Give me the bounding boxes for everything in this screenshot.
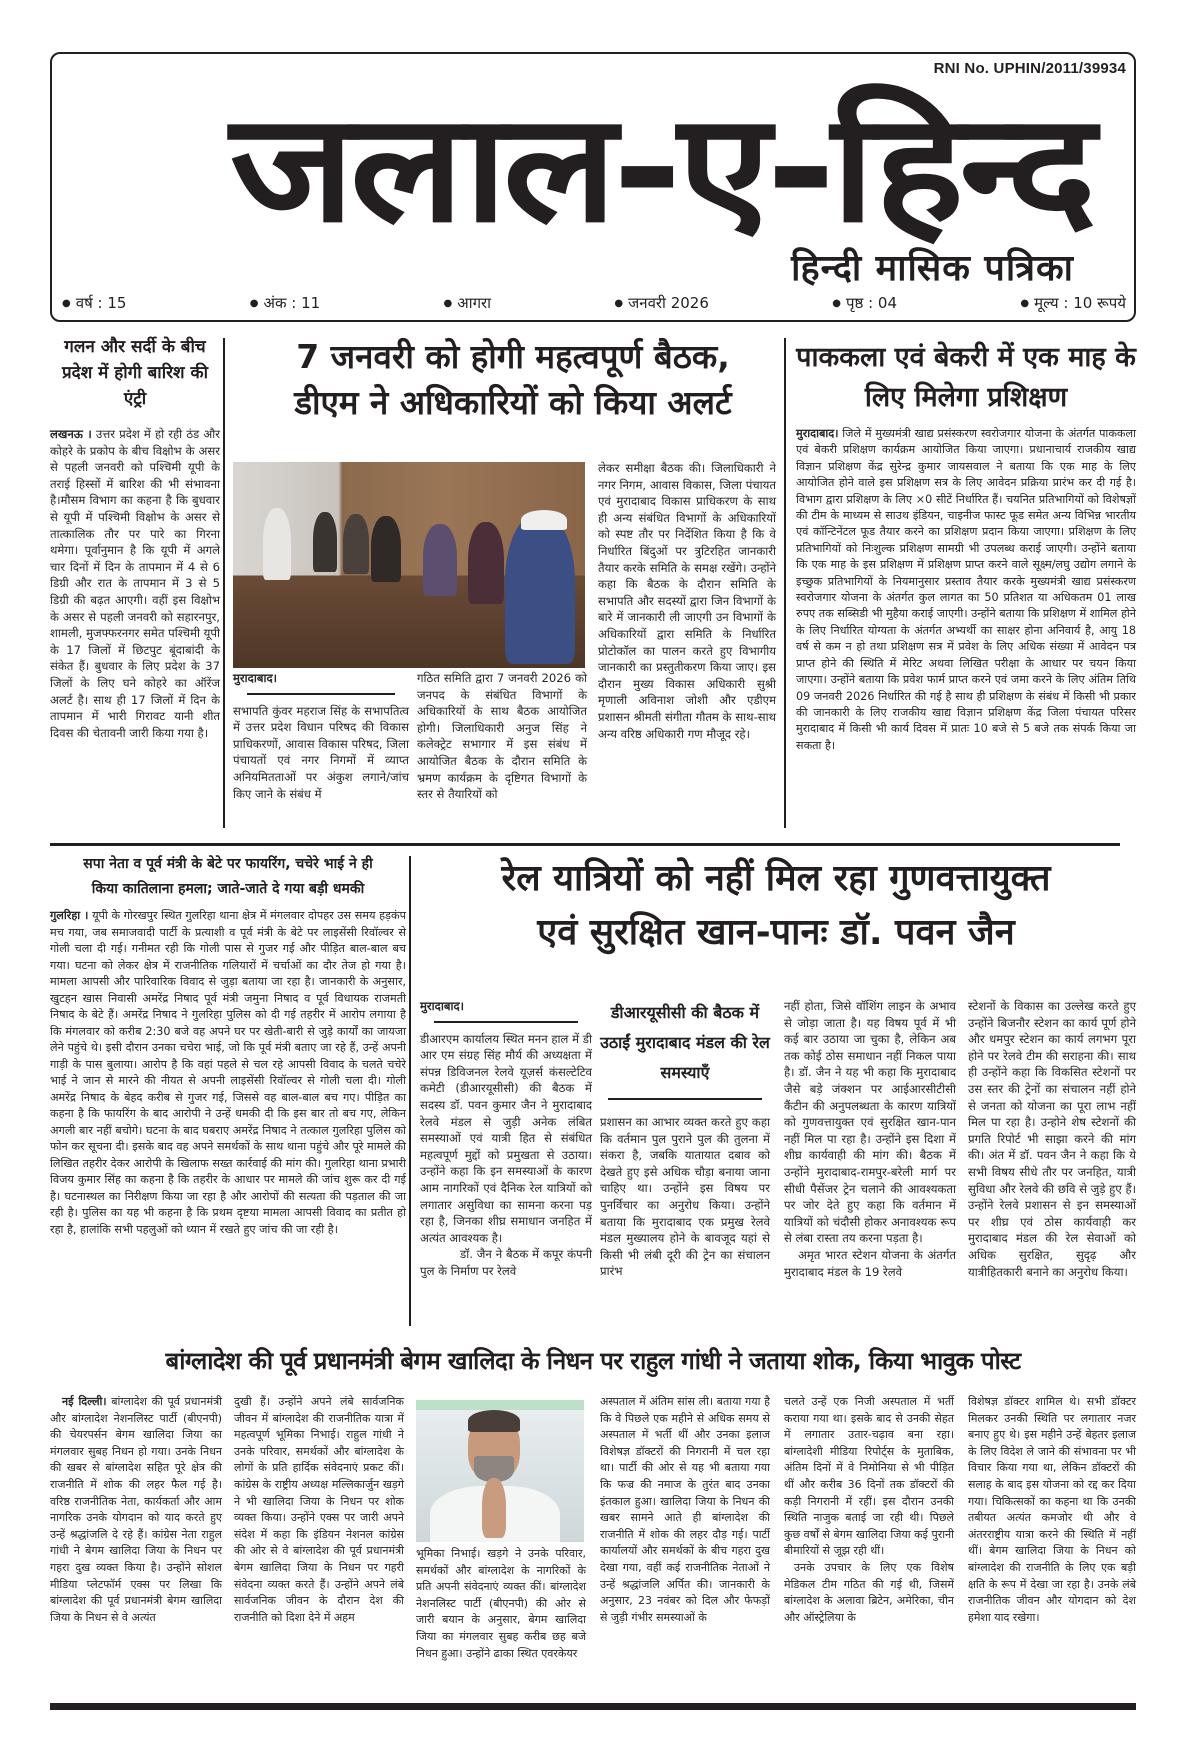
- article-bakery: [796, 338, 1136, 754]
- dm-meeting-col2: गठित समिति द्वारा 7 जनवरी 2026 को जनपद के संबंधित विभागों के अधिकारियों के साथ बैठक आयोजित होगी। जिलाधिकारी अनुज सिंह ने कलेक्ट्रेट सभागार में इस संबंध में आयोजित बैठक के दौरान समिति के भ्रमण कार्यक्रम के दृष्टिगत विभागों के स्तर से तैयारियों को: [417, 671, 587, 802]
- weather-headline: गलन और सर्दी के बीच प्रदेश में होगी बारिश की एंट्री: [62, 337, 208, 409]
- meta-date: ● जनवरी 2026: [614, 293, 709, 313]
- firing-body: गुलरिहा । यूपी के गोरखपुर स्थित गुलरिहा थाना क्षेत्र में मंगलवार दोपहर उस समय हड़कंप मच गया, जब समाजवादी पार्टी के प्रत्याशी व पूर्व मंत्री के बेटे पर लाइसेंसी रिवॉल्वर से गोली चला दी गई। गनीमत रही कि गोली पास से गुजर गई और पीड़ित बाल-बाल बच गया। घटना को लेकर क्षेत्र में राजनीतिक गलियारों में चर्चाओं का दौर तेज हो गया है। मामला आपसी और पारिवारिक विवाद से जुड़ा बताया जा रहा है। जानकारी के अनुसार, खुटहन खास निवासी अमरेंद्र निषाद पूर्व मंत्री जमुना निषाद व पूर्व विधायक राजमती निषाद के बेटे हैं। अमरेंद्र निषाद ने गुलरिहा पुलिस को दी गई तहरीर में आरोप लगाया है कि मंगलवार को करीब 2:30 बजे वह अपने घर पर खेती-बारी से जुड़े कार्यों का जायजा लेने पहुंचे थे। इसी दौरान उनका चचेरा भाई, जो कि पूर्व मंत्री बताए जा रहे हैं, उन्हें अपनी गाड़ी के पास बुलाया। आरोप है कि वहां पहले से चल रहे आपसी विवाद के चलते चचेरे भाई ने जान से मारने की नीयत से अपनी लाइसेंसी रिवॉल्वर से गोली चला दी। गोली अमरेंद्र निषाद के बेहद करीब से गुजर गई, जिससे वह बाल-बाल बच गए। पीड़ित का कहना है कि फायरिंग के बाद आरोपी ने उन्हें धमकी दी कि इस बार तो बच गए, लेकिन अगली बार नहीं बचोगे। घटना के बाद घबराए अमरेंद्र निषाद ने तत्काल गुलरिहा पुलिस को फोन कर सूचना दी। इसके बाद वह अपने समर्थकों के साथ थाना पहुंचे और पूरे मामले की लिखित तहरीर देकर आरोपी के खिलाफ सख्त कार्रवाई की मांग की। गुलरिहा थाना प्रभारी विजय कुमार सिंह का कहना है कि तहरीर के आधार पर मामले की जांच शुरू कर दी गई है। घटनास्थल का निरीक्षण किया जा रहा है और आरोपों की सत्यता की पड़ताल की जा रही है। पुलिस का यह भी कहना है कि प्रथम दृष्टया मामला आपसी विवाद का प्रतीत हो रहा है, हालांकि सभी पहलुओं को ध्यान में रखते हुए जांच की जा रही है।: [50, 909, 406, 1236]
- masthead: [50, 52, 1136, 322]
- rail-subhead-box: डीआरयूसीसी की बैठक में उठाईं मुरादाबाद मंडल की रेल समस्याएँ प्रशासन का आभार व्यक्त करते हुए कहा कि वर्तमान पुल पुराने पुल की तुलना में संकरा है, जबकि यातायात दबाव को देखते हुए इसे अधिक चौड़ा बनाया जाना चाहिए था। उन्होंने इस विषय पर पुनर्विचार का अनुरोध किया। उन्होंने बताया कि मुरादाबाद एक प्रमुख रेलवे मंडल मुख्यालय होने के बावजूद यहां से किसी भी लंबी दूरी की ट्रेन का संचालन प्रारंभ: [600, 998, 770, 1280]
- page-bottom-bar: [50, 1703, 1136, 1710]
- subhead-rule: [608, 1098, 762, 1100]
- dm-meeting-headline: 7 जनवरी को होगी महत्वपूर्ण बैठक, डीएम ने अधिकारियों को किया अलर्ट: [294, 337, 732, 422]
- khaleda-body-1: नई दिल्ली। बांग्लादेश की पूर्व प्रधानमंत्री और बांग्लादेश नेशनलिस्ट पार्टी (बीएनपी) की चेयरपर्सन बेगम खालिदा जिया का मंगलवार सुबह निधन हो गया। उनके निधन की खबर से बांग्लादेश सहित पूरे क्षेत्र की राजनीति में शोक की लहर फैल गई है। वरिष्ठ राजनीतिक नेता, कार्यकर्ता और आम नागरिक उनके योगदान को याद करते हुए उन्हें श्रद्धांजलि दे रहे हैं। कांग्रेस नेता राहुल गांधी ने बेगम खालिदा जिया के निधन पर गहरा दुख व्यक्त किया है। उन्होंने सोशल मीडिया प्लेटफॉर्म एक्स पर लिखा कि बांग्लादेश की पूर्व प्रधानमंत्री बेगम खालिदा जिया के निधन से वे अत्यंत: [50, 1395, 222, 1624]
- khaleda-col5: चलते उन्हें एक निजी अस्पताल में भर्ती कराया गया था। इसके बाद से उनकी सेहत में लगातार उतार-चढ़ाव बना रहा। बांग्लादेशी मीडिया रिपोर्ट्स के मुताबिक, अंतिम दिनों में वे निमोनिया से भी पीड़ित थीं और करीब 36 दिनों तक डॉक्टरों की कड़ी निगरानी में रहीं। इस दौरान उनकी स्थिति नाजुक बताई जा रही थी। पिछले कुछ वर्षों से बेगम खालिदा जिया कई पुरानी बीमारियों से जूझ रही थीं। उनके उपचार के लिए एक विशेष मेडिकल टीम गठित की गई थी, जिसमें बांग्लादेश के अलावा ब्रिटेन, अमेरिका, चीन और ऑस्ट्रेलिया के: [784, 1395, 954, 1624]
- khaleda-col1: [50, 1394, 222, 1626]
- meta-page: ● पृष्ठ : 04: [832, 293, 897, 313]
- newspaper-subtitle: हिन्दी मासिक पत्रिका: [791, 248, 1074, 289]
- newspaper-title: जलाल-ए-हिन्द: [229, 82, 1092, 256]
- rail-subhead: डीआरयूसीसी की बैठक में उठाईं मुरादाबाद मंडल की रेल समस्याएँ: [600, 1003, 770, 1082]
- bakery-dateline: मुरादाबाद।: [796, 427, 839, 440]
- firing-headline: सपा नेता व पूर्व मंत्री के बेटे पर फायरिंग, चचेरे भाई ने ही किया कातिलाना हमला; जाते-जाते दे गया बड़ी धमकी: [83, 856, 373, 897]
- dateline-rule: [247, 693, 395, 695]
- column-divider: [784, 338, 786, 828]
- khaleda-col3: भूमिका निभाई। खड़गे ने उनके परिवार, समर्थकों और बांग्लादेश के नागरिकों के प्रति अपनी संवेदनाएं व्यक्त कीं। बांग्लादेश नेशनलिस्ट पार्टी (बीएनपी) की ओर से जारी बयान के अनुसार, बेगम खालिदा जिया का मंगलवार सुबह करीब छह बजे निधन हुआ। उन्होंने ढाका स्थित एवरकेयर: [416, 1547, 586, 1660]
- khaleda-col6: विशेषज्ञ डॉक्टर शामिल थे। सभी डॉक्टर मिलकर उनकी स्थिति पर लगातार नजर बनाए हुए थे। इस महीने उन्हें बेहतर इलाज के लिए विदेश ले जाने की संभावना पर भी विचार किया गया था, लेकिन डॉक्टरों की सलाह के बाद इस योजना को रद्द कर दिया गया। चिकित्सकों का कहना था कि उनकी तबीयत अत्यंत कमजोर थी और वे अंतरराष्ट्रीय यात्रा करने की स्थिति में नहीं थीं। बेगम खालिदा जिया के निधन को बांग्लादेश की राजनीति के लिए एक बड़ी क्षति के रूप में देखा जा रहा है। उनके लंबे राजनीतिक जीवन और योगदान को देश हमेशा याद रखेगा।: [968, 1395, 1136, 1624]
- meta-city: ● आगरा: [444, 293, 492, 313]
- bakery-headline: पाककला एवं बेकरी में एक माह के लिए मिलेगा प्रशिक्षण: [796, 342, 1136, 413]
- khaleda-headline: बांग्लादेश की पूर्व प्रधानमंत्री बेगम खालिदा के निधन पर राहुल गांधी ने जताया शोक, किया भावुक पोस्ट: [165, 1347, 1021, 1375]
- column-divider: [409, 856, 411, 1326]
- khaleda-col2: दुखी हैं। उन्होंने अपने लंबे सार्वजनिक जीवन में बांग्लादेश की राजनीतिक यात्रा में महत्वपूर्ण भूमिका निभाई। राहुल गांधी ने उनके परिवार, समर्थकों और बांग्लादेश के लोगों के प्रति हार्दिक संवेदनाएं प्रकट कीं। कांग्रेस के राष्ट्रीय अध्यक्ष मल्लिकार्जुन खड़गे ने भी खालिदा जिया के निधन पर शोक व्यक्त किया। उन्होंने एक्स पर जारी अपने संदेश में कहा कि इंडियन नेशनल कांग्रेस की ओर से वे बांग्लादेश की पूर्व प्रधानमंत्री बेगम खालिदा जिया के निधन पर गहरी संवेदना व्यक्त करते हैं। उन्होंने अपने लंबे सार्वजनिक जीवन के दौरान देश की राजनीति को दिशा देने में अहम: [234, 1395, 404, 1624]
- bakery-body: मुरादाबाद। जिले में मुख्यमंत्री खाद्य प्रसंस्करण स्वरोजगार योजना के अंतर्गत पाककला एवं बेकरी प्रशिक्षण कार्यक्रम आयोजित किया जाएगा। प्रधानाचार्य राजकीय खाद्य विज्ञान प्रशिक्षण केंद्र सुरेन्द्र कुमार जायसवाल ने बताया कि एक माह के लिए आयोजित होने वाले इस प्रशिक्षण सत्र के लिए आवेदन प्रक्रिया प्रारंभ कर दी गई है। विभाग द्वारा प्रशिक्षण के लिए ×0 सीटें निर्धारित हैं। चयनित प्रतिभागियों को विशेषज्ञों की टीम के माध्यम से साउथ इंडियन, चाइनीज फास्ट फूड समेत अन्य विभिन्न भारतीय एवं कॉन्टिनेंटल फूड तैयार करने का प्रशिक्षण प्रदान किया जाएगा। प्रशिक्षण के लिए प्रतिभागियों को निःशुल्क प्रशिक्षण सामग्री भी उपलब्ध कराई जाएगी। उन्होंने बताया कि एक माह के इस प्रशिक्षण में प्रशिक्षण प्राप्त करने वाले सूक्ष्म/लघु उद्योग लगाने के इच्छुक प्रतिभागियों के नियमानुसार प्रस्ताव तैयार करके मुख्यमंत्री खाद्य प्रसंस्करण स्वरोजगार योजना के अंतर्गत कुल लागत का 50 प्रतिशत या अधिकतम 01 लाख रुपए तक सब्सिडी भी मुहैया कराई जाएगी। उन्होंने बताया कि प्रशिक्षण में शामिल होने के लिए निर्धारित योग्यता के अंतर्गत अभ्यर्थी का साक्षर होना अनिवार्य है, आयु 18 वर्ष से कम न हो तथा प्रशिक्षण सत्र में प्रवेश के लिए अधिक संख्या में आवेदन पत्र प्राप्त होने की स्थिति में मेरिट अथवा लिखित परीक्षा के आधार पर चयन किया जाएगा। उन्होंने बताया कि प्रवेश फार्म प्राप्त करने एवं जमा करने के लिए अंतिम तिथि 09 जनवरी 2026 निर्धारित की गई है साथ ही प्रशिक्षण के संबंध में किसी भी प्रकार की जानकारी के लिए राजकीय खाद्य विज्ञान प्रशिक्षण केंद्र जिला पंचायत परिसर मुरादाबाद में किसी भी कार्य दिवस में प्रातः 10 बजे से 5 बजे तक संपर्क किया जा सकता है।: [796, 427, 1136, 752]
- weather-body: लखनऊ । उत्तर प्रदेश में हो रही ठंड और कोहरे के प्रकोप के बीच विक्षोभ के असर से पहली जनवरी को पश्चिमी यूपी के तराई हिस्सों में बारिश की भी संभावना है।मौसम विभाग का कहना है कि बुधवार से यूपी में पश्चिमी विक्षोभ के असर से तात्कालिक तौर पर पारे का गिरना थमेगा। पूर्वानुमान है कि यूपी में अगले चार दिनों में दिन के तापमान में 4 से 6 डिग्री और रात के तापमान में 3 से 5 डिग्री की बढ़त आएगी। वहीं इस विक्षोभ के असर से पहली जनवरी को सहारनपुर, शामली, मुजफ्फरनगर समेत पश्चिमी यूपी के 17 जिलों में छिटपुट बूंदाबांदी के संकेत हैं। बुधवार के लिए प्रदेश के 37 जिलों के लिए घने कोहरे का ऑरेंज अलर्ट है। साथ ही 17 जिलों में दिन के तापमान में भारी गिरावट यानी शीत दिवस की चेतावनी जारी किया गया है।: [50, 427, 221, 740]
- khaleda-dateline: नई दिल्ली।: [62, 1395, 107, 1408]
- rail-col1: मुरादाबाद। डीआरएम कार्यालय स्थित मनन हाल में डी आर एम संग्रह सिंह मौर्य की अध्यक्षता में संपन्न डिविजनल रेलवे यूज़र्स कंसल्टेटिव कमेटी (डीआरयूसीसी) की बैठक में सदस्य डॉ. पवन कुमार जैन ने मुरादाबाद रेलवे मंडल से जुड़ी अनेक लंबित समस्याओं एवं यात्री हित से संबंधित महत्वपूर्ण मुद्दों को प्रमुखता से उठाया। उन्होंने कहा कि इन समस्याओं के कारण आम नागरिकों एवं दैनिक रेल यात्रियों को लगातार असुविधा का सामना करना पड़ रहा है, जिनका शीघ्र समाधान जनहित में अत्यंत आवश्यक है। डॉ. जैन ने बैठक में कपूर कंपनी पुल के निर्माण पर रेलवे: [420, 999, 592, 1278]
- firing-dateline: गुलरिहा ।: [50, 909, 89, 922]
- rail-col3: नहीं होता, जिसे वॉशिंग लाइन के अभाव से जोड़ा जाता है। यह विषय पूर्व में भी कई बार उठाया जा चुका है, लेकिन अब तक कोई ठोस समाधान नहीं निकल पाया है। डॉ. जैन ने यह भी कहा कि मुरादाबाद जैसे बड़े जंक्शन पर आईआरसीटीसी कैंटीन की अनुपलब्धता के कारण यात्रियों को गुणवत्तायुक्त एवं सुरक्षित खान-पान नहीं मिल पा रहा है। उन्होंने इस दिशा में शीघ्र कार्यवाही की मांग की। बैठक में उन्होंने मुरादाबाद-रामपुर-बरेली मार्ग पर सीधी पैसेंजर ट्रेन चलाने की आवश्यकता पर जोर देते हुए कहा कि वर्तमान में यात्रियों को चंदौसी होकर अनावश्यक रूप से लंबा रास्ता तय करना पड़ता है। अमृत भारत स्टेशन योजना के अंतर्गत मुरादाबाद मंडल के 19 रेलवे: [784, 999, 956, 1279]
- meta-year: ● वर्ष : 15: [62, 293, 126, 313]
- column-divider: [223, 338, 225, 828]
- rail-headline: रेल यात्रियों को नहीं मिल रहा गुणवत्तायुक्त एवं सुरक्षित खान-पानः डॉ. पवन जैन: [501, 858, 1051, 953]
- khaleda-col4: अस्पताल में अंतिम सांस ली। बताया गया है कि वे पिछले एक महीने से अधिक समय से अस्पताल में भर्ती थीं और उनका इलाज विशेषज्ञ डॉक्टरों की निगरानी में चल रहा था। पार्टी की ओर से यह भी बताया गया कि फज्र की नमाज के तुरंत बाद उनका इंतकाल हुआ। खालिदा जिया के निधन की खबर सामने आते ही बांग्लादेश की राजनीति में शोक की लहर दौड़ गई। पार्टी कार्यालयों और समर्थकों के बीच गहरा दुख देखा गया, वहीं कई राजनीतिक नेताओं ने उन्हें श्रद्धांजलि अर्पित की। जानकारी के अनुसार, 23 नवंबर को दिल और फेफड़ों से जुड़ी गंभीर समस्याओं के: [600, 1395, 770, 1624]
- rni-number: RNI No. UPHIN/2011/39934: [933, 60, 1126, 77]
- meeting-photo: [233, 462, 585, 668]
- dm-meeting-col1: मुरादाबाद। सभापति कुंवर महराज सिंह के सभापतित्व में उत्तर प्रदेश विधान परिषद की विकास प्राधिकरणों, आवास विकास परिषद, जिला पंचायतों एवं नगर निगमों में व्याप्त अनियमितताओं पर अंकुश लगाने/जांच किए जाने के संबंध में: [233, 671, 409, 801]
- meta-price: ● मूल्य : 10 रूपये: [1020, 293, 1126, 313]
- issue-meta-row: [62, 290, 1126, 316]
- meta-issue: ● अंक : 11: [250, 293, 320, 313]
- rail-dateline: मुरादाबाद।: [420, 999, 465, 1013]
- dateline-rule: [434, 1021, 578, 1023]
- section-divider: [50, 843, 1120, 846]
- rail-col4: स्टेशनों के विकास का उल्लेख करते हुए उन्होंने बिजनौर स्टेशन का कार्य पूर्ण होने और धमपुर स्टेशन का कार्य लगभग पूरा होने पर रेलवे टीम की सराहना की। साथ ही उन्होंने कहा कि विकसित स्टेशनों पर उस स्तर की ट्रेनों का संचालन नहीं होने से जनता को योजना का पूरा लाभ नहीं मिल पा रहा है। उन्होने शेष स्टेशनों की प्रगति रिपोर्ट भी साझा करने की मांग की। अंत में डॉ. पवन जैन ने कहा कि ये सभी विषय सीधे तौर पर जनहित, यात्री सुविधा और रेलवे की छवि से जुड़े हुए हैं। उन्होंने रेलवे प्रशासन से इन समस्याओं पर शीघ्र एवं ठोस कार्यवाही कर मुरादाबाद मंडल की रेल सेवाओं को अधिक सुरक्षित, सुदृढ़ और यात्रीहितकारी बनाने का अनुरोध किया।: [968, 999, 1136, 1279]
- article-weather: [50, 334, 220, 741]
- weather-dateline: लखनऊ ।: [50, 427, 92, 441]
- article-dm-meeting: [228, 334, 798, 426]
- dm-meeting-col3: लेकर समीक्षा बैठक की। जिलाधिकारी ने नगर निगम, आवास विकास, जिला पंचायत एवं मुरादाबाद विकास प्राधिकरण के साथ ही अन्य संबंधित विभागों के अधिकारियों को स्पष्ट तौर पर निर्देशित किया है कि वे निर्धारित बिंदुओं पर त्रुटिरहित जानकारी तैयार करके समिति के समक्ष रखेंगे। उन्होंने कहा कि बैठक के दौरान समिति के सभापति और सदस्यों द्वारा जिन विभागों के बारे में जानकारी ली जाएगी उन विभागों के अधिकारियों द्वारा समिति के निर्धारित प्रोटोकॉल का पालन करते हुए विभागीय जानकारी का प्रस्तुतीकरण किया जाए। इस दौरान मुख्य विकास अधिकारी सुश्री मृणाली अविनाश जोशी और एडीएम प्रशासन श्रीमती संगीता गौतम के साथ-साथ अन्य वरिष्ठ अधिकारी गण मौजूद रहे।: [598, 461, 776, 741]
- rahul-gandhi-photo: [416, 1400, 584, 1542]
- article-firing: [50, 852, 406, 1238]
- dm-meeting-dateline: मुरादाबाद।: [233, 671, 278, 685]
- article-rail: [416, 852, 1136, 960]
